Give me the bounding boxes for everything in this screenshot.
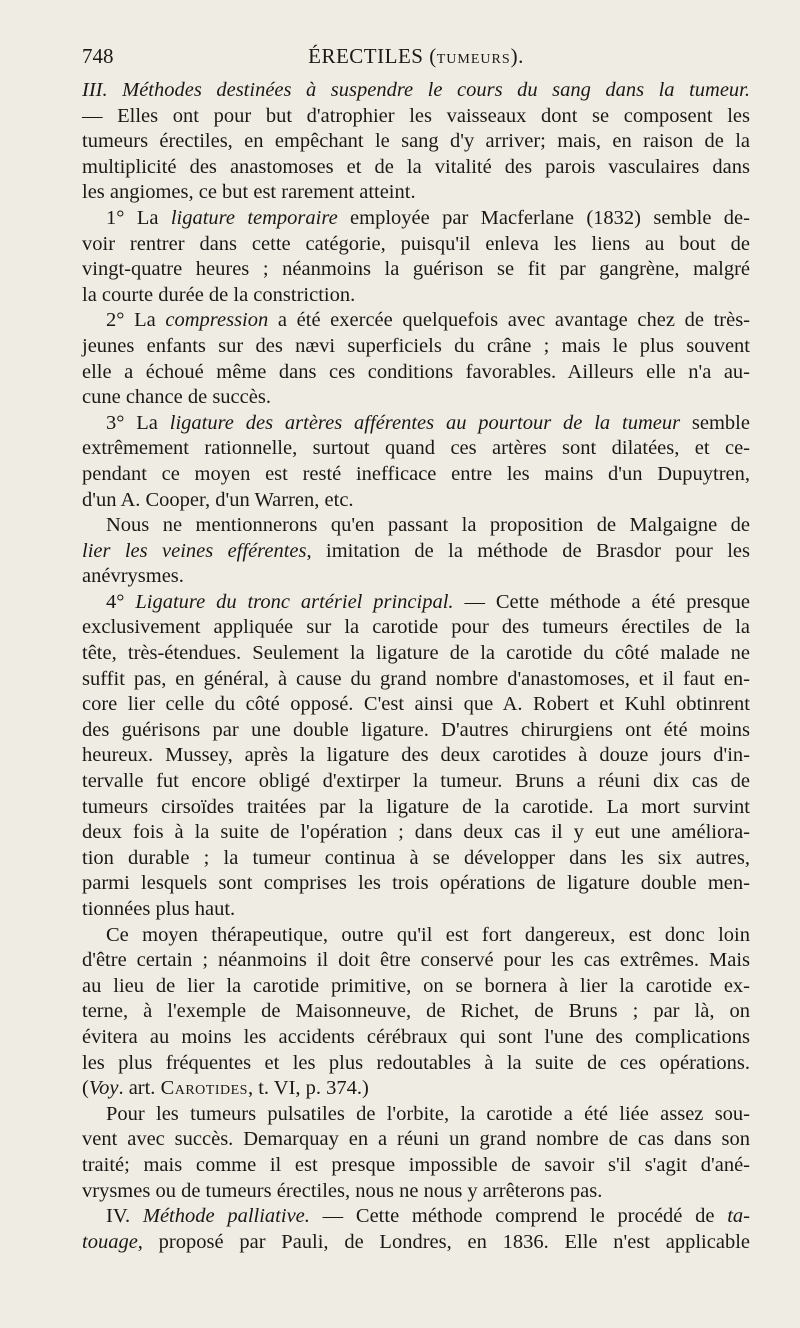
text-line: traité; mais comme il est presque impossible de savoir s'il s'agit d'ané- [82, 1153, 750, 1176]
text-line: elle a échoué même dans ces conditions favorables. Ailleurs elle n'a au- [82, 360, 750, 383]
text-line: Nous ne mentionnerons qu'en passant la proposition de Malgaigne de [106, 514, 750, 537]
text-span: 2° La [106, 309, 166, 332]
text-line: Ce moyen thérapeutique, outre qu'il est fort dangereux, est donc loin [106, 923, 750, 946]
text-line [82, 1230, 750, 1256]
italic-term: ligature des artères afférentes au pourtour de la tumeur [169, 411, 681, 434]
text-span: employée par Macferlane (1832) semble de- [337, 206, 750, 229]
text-line: d'être certain ; néanmoins il doit être conservé pour les cas extrêmes. Mais [82, 949, 750, 972]
text-line: jeunes enfants sur des nævi superficiels du crâne ; mais le plus souvent [82, 334, 750, 357]
italic-term: lier les veines efférentes [82, 539, 307, 562]
italic-term: Ligature du tronc artériel principal. [135, 590, 454, 613]
text-span: , t. VI, p. 374.) [247, 1077, 369, 1100]
text-line: des guérisons par une double ligature. D'autres chirurgiens ont été moins [82, 718, 750, 741]
text-line [82, 206, 750, 232]
text-line: pendant ce moyen est resté inefficace entre les mains d'un Dupuytren, [82, 462, 750, 485]
text-span: 1° La [106, 206, 171, 229]
text-line [82, 539, 750, 565]
text-span: a été exercée quelquefois avec avantage chez de très- [268, 309, 750, 332]
text-span: 3° La [106, 411, 170, 434]
text-line [82, 308, 750, 334]
text-line: suffit pas, en général, à cause du grand nombre d'anastomoses, et il faut en- [82, 667, 750, 690]
italic-term: touage [82, 1230, 138, 1253]
italic-term: ta- [727, 1205, 751, 1228]
text-line: au lieu de lier la carotide primitive, on se bornera à lier la carotide ex- [82, 974, 750, 997]
text-line: multiplicité des anastomoses et de la vitalité des parois vasculaires dans [82, 155, 750, 178]
text-line: tumeurs érectiles, en empêchant le sang d'y arriver; mais, en raison de la [82, 130, 750, 153]
text-line: tête, très-étendues. Seulement la ligature de la carotide du côté malade ne [82, 642, 750, 665]
running-title-main: ÉRECTILES ( [308, 44, 437, 68]
text-span: — Cette méthode a été presque [453, 590, 750, 613]
italic-term: compression [165, 309, 269, 332]
text-line: Pour les tumeurs pulsatiles de l'orbite, la carotide a été liée assez sou- [106, 1102, 750, 1125]
smallcaps-reference: Carotides [160, 1077, 248, 1100]
page-number: 748 [82, 44, 114, 68]
text-span: 4° [106, 590, 136, 613]
text-line: cune chance de succès. [82, 386, 271, 409]
text-line: extrêmement rationnelle, surtout quand ces artères sont dilatées, et ce- [82, 437, 750, 460]
text-line [82, 1076, 750, 1102]
text-line: terne, à l'exemple de Maisonneuve, de Richet, de Bruns ; par là, on [82, 1000, 750, 1023]
text-span: . art. [118, 1077, 161, 1100]
text-line: anévrysmes. [82, 565, 184, 588]
text-line: d'un A. Cooper, d'un Warren, etc. [82, 488, 354, 511]
text-span: , imitation de la méthode de Brasdor pour les [306, 539, 750, 562]
italic-term: ligature temporaire [170, 206, 338, 229]
text-line: vrysmes ou de tumeurs érectiles, nous ne nous y arrêterons pas. [82, 1179, 603, 1202]
text-line: voir rentrer dans cette catégorie, puisqu'il enleva les liens au bout de [82, 232, 750, 255]
text-line: — Elles ont pour but d'atrophier les vaisseaux dont se composent les [82, 104, 750, 127]
text-line: tumeurs cirsoïdes traitées par la ligature de la carotide. La mort survint [82, 795, 750, 818]
text-span: semble [680, 411, 750, 434]
text-line [82, 590, 750, 616]
text-line: les angiomes, ce but est rarement atteint. [82, 181, 416, 204]
text-line [82, 411, 750, 437]
italic-term: Voy [88, 1077, 119, 1100]
text-line: la courte durée de la constriction. [82, 283, 356, 306]
text-line: vent avec succès. Demarquay en a réuni un grand nombre de cas dans son [82, 1128, 750, 1151]
text-line: exclusivement appliquée sur la carotide pour des tumeurs érectiles de la [82, 616, 750, 639]
text-line [82, 78, 750, 104]
running-title [82, 44, 750, 69]
text-line: heureux. Mussey, après la ligature des deux carotides à douze jours d'in- [82, 744, 750, 767]
text-line: tervalle fut encore obligé d'extirper la tumeur. Bruns a réuni dix cas de [82, 770, 750, 793]
running-title-end: ). [510, 44, 524, 68]
text-line: évitera au moins les accidents cérébraux qui sont l'une des complications [82, 1025, 750, 1048]
section-heading-iv: Méthode palliative. [142, 1205, 310, 1228]
text-line [82, 1204, 750, 1230]
running-title-smallcaps: TUMEURS [436, 52, 511, 67]
body-text [82, 78, 750, 1255]
section-heading-iii: III. Méthodes destinées à suspendre le cours du sang dans la tumeur. [82, 79, 750, 101]
text-span: , proposé par Pauli, de Londres, en 1836. Elle n'est applicable [137, 1230, 750, 1253]
text-line: tion durable ; la tumeur continua à se développer dans les six autres, [82, 846, 750, 869]
text-line: parmi lesquels sont comprises les trois opérations de ligature double men- [82, 872, 750, 895]
text-span: — Cette méthode comprend le procédé de [309, 1205, 728, 1228]
text-span: IV. [106, 1205, 143, 1228]
text-line: les plus fréquentes et les plus redoutables à la suite de ces opérations. [82, 1051, 750, 1074]
text-line: vingt-quatre heures ; néanmoins la guérison se fit par gangrène, malgré [82, 258, 750, 281]
text-span: ( [82, 1077, 89, 1100]
text-line: deux fois à la suite de l'opération ; dans deux cas il y eut une améliora- [82, 821, 750, 844]
page-header [82, 44, 750, 74]
text-line: tionnées plus haut. [82, 898, 236, 920]
text-line: core lier celle du côté opposé. C'est ainsi que A. Robert et Kuhl obtinrent [82, 693, 750, 716]
